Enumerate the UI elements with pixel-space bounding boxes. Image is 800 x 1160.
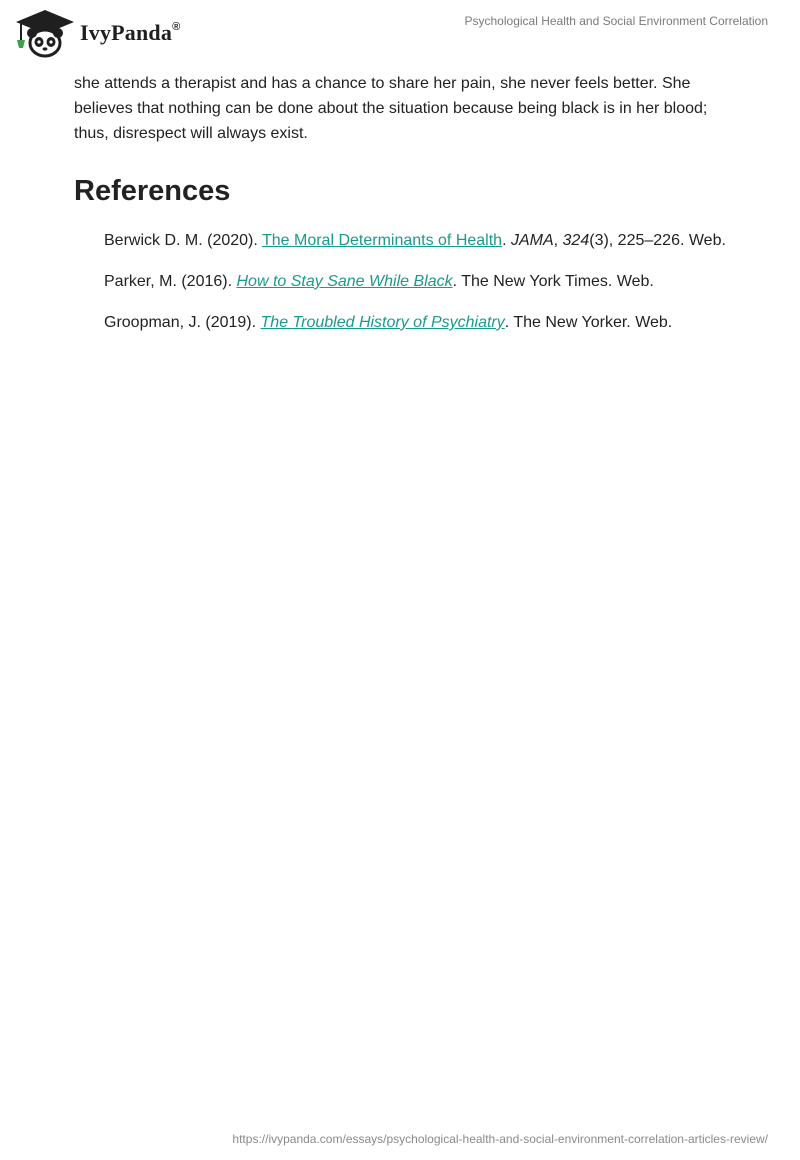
reference-link-berwick[interactable]: The Moral Determinants of Health xyxy=(261,232,503,249)
document-title: Psychological Health and Social Environment Correlation xyxy=(464,14,768,28)
footer-url[interactable]: https://ivypanda.com/essays/psychological-health-and-social-environment-correlation-articles-review/ xyxy=(232,1132,768,1146)
body-paragraph: she attends a therapist and has a chance to share her pain, she never feels better. She believes that nothing can be done about the situation because being black is in her blood; thus, disrespect will always exist. xyxy=(74,75,708,142)
journal-name: JAMA xyxy=(510,232,554,249)
references-heading: References xyxy=(74,175,231,207)
brand-logo[interactable] xyxy=(14,8,180,58)
reference-item-groopman: Groopman, J. (2019). The Troubled History of Psychiatry. The New Yorker. Web. xyxy=(104,314,673,331)
document-body xyxy=(74,71,734,351)
registered-mark: ® xyxy=(172,20,181,33)
brand-name: IvyPanda® xyxy=(80,20,181,45)
reference-link-groopman[interactable]: The Troubled History of Psychiatry xyxy=(260,314,505,331)
panda-graduate-icon xyxy=(14,8,76,58)
journal-volume: 324 xyxy=(562,232,590,249)
reference-link-parker[interactable]: How to Stay Sane While Black xyxy=(236,273,453,290)
reference-item-parker: Parker, M. (2016). How to Stay Sane While Black. The New York Times. Web. xyxy=(104,273,654,290)
reference-item-berwick: Berwick D. M. (2020). The Moral Determinants of Health. JAMA, 324(3), 225–226. Web. xyxy=(104,232,726,249)
